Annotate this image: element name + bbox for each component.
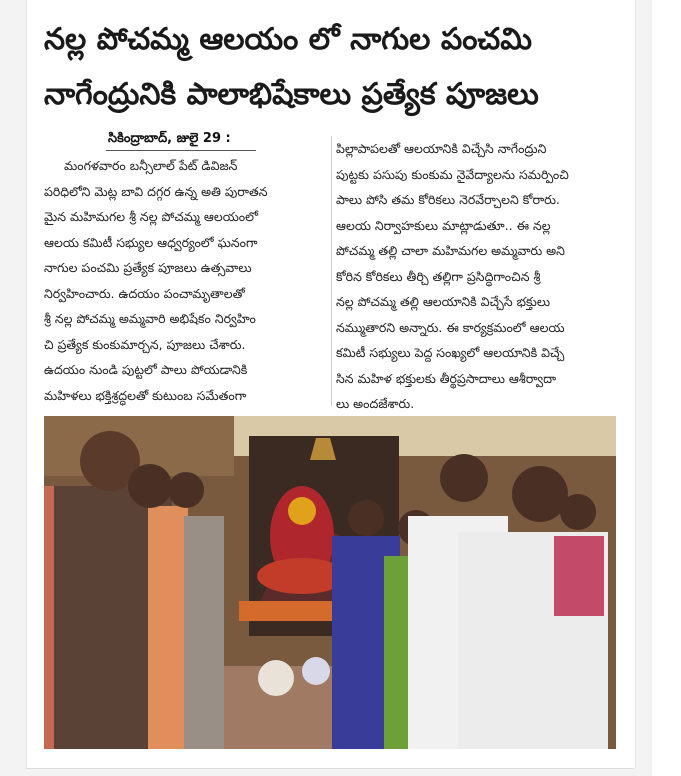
column-1-line: పరిధిలోని మెట్ల బావి దగ్గర ఉన్న అతి పురాతన (44, 183, 268, 199)
column-2-line: సిన మహిళ భక్తులకు తీర్థప్రసాదాలు ఆశీర్వాదా (336, 370, 557, 386)
temple-event-photo (44, 416, 616, 749)
column-1-line: మైన మహిమగల శ్రీ నల్ల పోచమ్మ ఆలయంలో (44, 209, 259, 224)
page-bottom-rule (26, 768, 634, 769)
column-1-line: ఆలయ కమిటీ సభ్యుల ఆధ్వర్యంలో ఘనంగా (44, 234, 258, 250)
column-2-line: పోచమ్మ తల్లి చాలా మహిమగల అమ్మవారు అని (336, 243, 565, 258)
headline-line-1: నల్ల పోచమ్మ ఆలయం లో నాగుల పంచమి (44, 22, 532, 57)
column-1-line: శ్రీ నల్ల పోచమ్మ అమ్మవారి అభిషేకం నిర్వహిం (44, 311, 256, 326)
column-1-line: చి ప్రత్యేక కుంకుమార్చన, పూజలు చేశారు. (44, 336, 246, 352)
column-2-line: లు అందజేశారు. (336, 396, 415, 411)
column-2-line: పుట్టకు పసుపు కుంకుమ నైవేద్యాలను సమర్పించి (336, 166, 569, 182)
column-divider (331, 136, 332, 406)
dateline-underline (106, 150, 256, 151)
column-1-line: మంగళవారం బన్సీలాల్ పేట్ డివిజన్ (64, 158, 238, 173)
column-2-line: కమిటీ సభ్యులు పెద్ద సంఖ్యలో ఆలయానికి విచ్చే (336, 345, 565, 360)
column-1-line: నాగుల పంచమి ప్రత్యేక పూజలు ఉత్సవాలు (44, 260, 252, 275)
column-1-line: ఉదయం నుండి పుట్టలో పాలు పోయడానికి (44, 362, 248, 377)
article-column-2 (336, 136, 618, 417)
column-2-line: నల్ల పోచమ్మ తల్లి ఆలయానికి విచ్చేసే భక్తులు (336, 294, 551, 309)
adjacent-page-strip (652, 0, 681, 776)
column-2-line: కోరిన కోరికలు తీర్చి తల్లిగా ప్రసిద్ధిగాంచిన శ్రీ (336, 268, 541, 284)
column-1-line: నిర్వహించారు. ఉదయం పంచామృతాలతో (44, 285, 245, 301)
column-2-line: పిల్లాపాపలతో ఆలయానికి విచ్చేసి నాగేంద్రుని (336, 141, 547, 156)
column-2-line: నమ్ముతారని అన్నారు. ఈ కార్యక్రమంలో ఆలయ (336, 319, 565, 335)
dateline: సికింద్రాబాద్, జులై 29 : (108, 131, 231, 146)
headline-line-2: నాగేంద్రునికి పాలాభిషేకాలు ప్రత్యేక పూజలు (44, 77, 539, 112)
article-column-1 (44, 153, 329, 408)
column-2-line: పాలు పోసి తమ కోరికలు నెరవేర్చాలని కోరారు. (336, 192, 560, 207)
column-2-line: ఆలయ నిర్వాహకులు మాట్లాడుతూ.. ఈ నల్ల (336, 217, 551, 233)
column-1-line: మహిళలు భక్తిశ్రద్ధలతో కుటుంబ సమేతంగా (44, 387, 247, 403)
